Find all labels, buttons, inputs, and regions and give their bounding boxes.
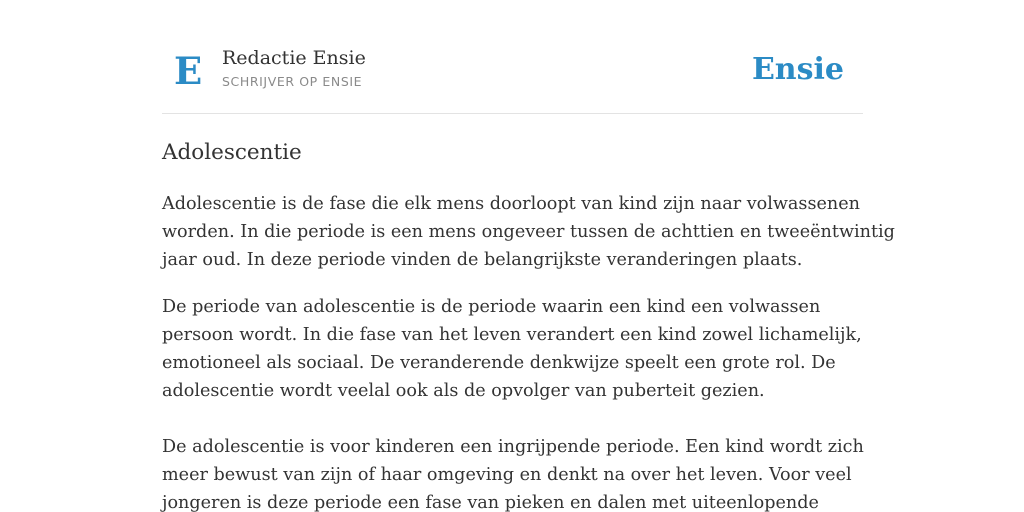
paragraph-line: meer bewust van zijn of haar omgeving en denkt na over het leven. Voor veel [162, 465, 852, 485]
paragraph-line: adolescentie wordt veelal ook als de opvolger van puberteit gezien. [162, 381, 765, 401]
article-paragraph [162, 190, 895, 274]
paragraph-line: De adolescentie is voor kinderen een ingrijpende periode. Een kind wordt zich [162, 437, 864, 457]
paragraph-line: persoon wordt. In die fase van het leven verandert een kind zowel lichamelijk, [162, 325, 862, 345]
paragraph-line: emotioneel als sociaal. De veranderende denkwijze speelt een grote rol. De [162, 353, 836, 373]
article-paragraph [162, 293, 863, 405]
article-title: Adolescentie [162, 140, 302, 165]
paragraph-line: jaar oud. In deze periode vinden de belangrijkste veranderingen plaats. [162, 250, 803, 270]
paragraph-line: worden. In die periode is een mens ongeveer tussen de achttien en tweeëntwintig [162, 222, 895, 242]
ensie-brand-logo[interactable]: Ensie [751, 52, 844, 87]
article-paragraph [162, 433, 863, 512]
paragraph-line: Adolescentie is de fase die elk mens doorloopt van kind zijn naar volwassenen [162, 194, 860, 214]
article-container [162, 40, 895, 512]
ensie-logo-mark[interactable]: E [174, 49, 203, 93]
author-header [162, 40, 863, 114]
paragraph-line: jongeren is deze periode een fase van pieken en dalen met uiteenlopende [162, 493, 819, 512]
author-name[interactable]: Redactie Ensie [222, 47, 366, 69]
author-role: SCHRIJVER OP ENSIE [222, 74, 363, 89]
paragraph-line: De periode van adolescentie is de periode waarin een kind een volwassen [162, 297, 821, 317]
